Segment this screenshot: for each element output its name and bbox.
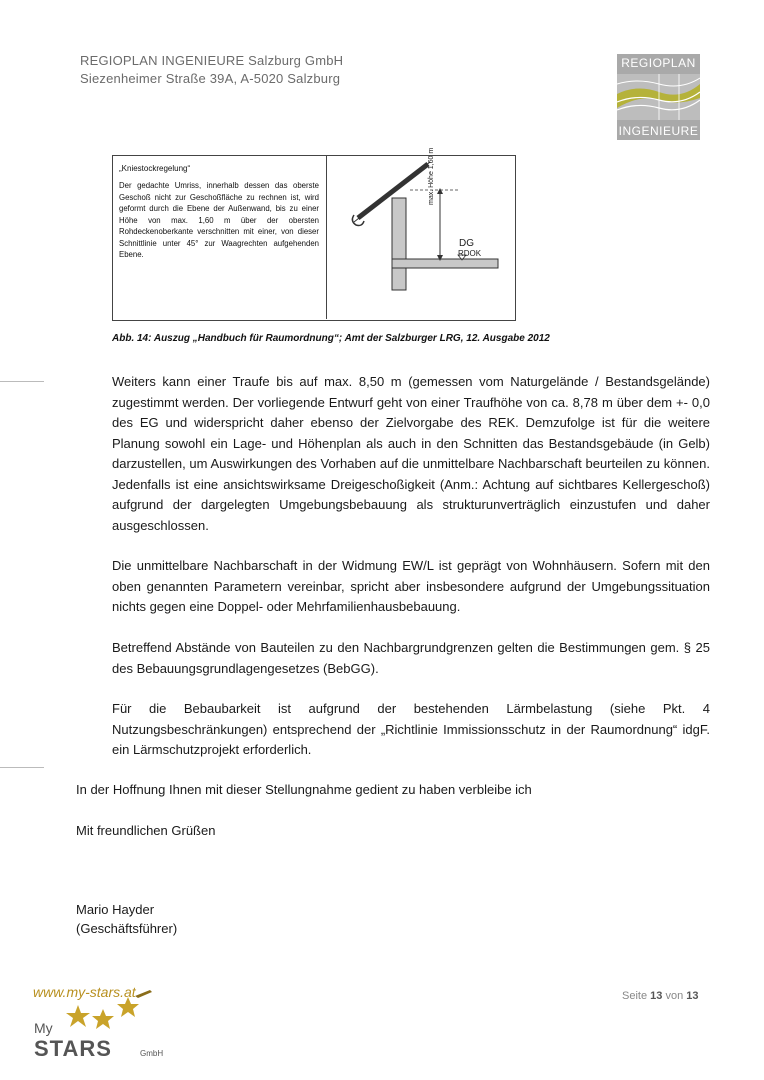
figure-divider: [326, 155, 327, 319]
company-name: REGIOPLAN INGENIEURE Salzburg GmbH: [80, 53, 344, 68]
brand-gmbh: GmbH: [140, 1049, 164, 1058]
paragraph-laermschutz-text: Für die Bebaubarkeit ist aufgrund der bestehenden Lärmbelastung (siehe Pkt. 4 Nutzungsbeschränkungen) entsprechend der „Richtlinie Immissionsschutz in der Raumordnung“ idgF. ein Lärmschutzprojekt erforderlich.: [112, 701, 710, 757]
closing-line: In der Hoffnung Ihnen mit dieser Stellungnahme gedient zu haben verbleibe ich: [76, 782, 532, 797]
figure-box-title: „Kniestockregelung“: [119, 164, 191, 173]
brand-stars: STARS: [34, 1036, 112, 1061]
brand-my: My: [34, 1020, 53, 1036]
stars-icon: [58, 995, 148, 1035]
regioplan-logo: [617, 54, 700, 140]
signer-role: (Geschäftsführer): [76, 921, 178, 936]
dimension-label: max. Höhe 1,60 m: [428, 147, 435, 205]
company-address: Siezenheimer Straße 39A, A-5020 Salzburg: [80, 71, 341, 86]
dg-label: DG: [459, 238, 474, 249]
logo-top-text: REGIOPLAN: [621, 56, 696, 70]
logo-bottom-text: INGENIEURE: [618, 124, 699, 138]
rdok-label: RDOK: [458, 249, 482, 258]
roof-section-drawing: [340, 160, 510, 310]
page-prefix: Seite: [622, 990, 651, 1002]
page-current: 13: [650, 990, 663, 1002]
figure-caption: Abb. 14: Auszug „Handbuch für Raumordnung“; Amt der Salzburger LRG, 12. Ausgabe 2012: [112, 333, 550, 344]
paragraph-traufe: [112, 372, 710, 536]
paragraph-traufe-text: Weiters kann einer Traufe bis auf max. 8,50 m (gemessen vom Naturgelände / Bestandsgelände) zugestimmt werden. Der vorliegende Entwurf geht von einer Traufhöhe von ca. 8,78 m über dem +- 0,0 des EG und widerspricht daher ebenso der Zielvorgabe des REK. Demzufolge ist für die weitere Planung sowohl ein Lage- und Höhenplan als auch in den Schnitten das Bestandsgebäude (in Gelb) darzustellen, um Auswirkungen des Vorhaben auf die unmittelbare Nachbarschaft beurteilen zu können. Jedenfalls ist eine ansichtswirksame Dreigeschoßigkeit (Anm.: Achtung auf sichtbares Kellergeschoß) aufgrund der dargelegten Umgebungsbebauung als strukturunverträglich einzustufen und daher ausgeschlossen.: [112, 374, 710, 533]
figure-box-text: Der gedachte Umriss, innerhalb dessen das oberste Geschoß nicht zur Geschoßfläche zu rechnen ist, wird geformt durch die Ebene der Außenwand, bis zu einer Höhe von max. 1,60 m über der obersten Rohdeckenoberkante verschnitten mit einer, von dieser Schnittlinie unter 45° zur Waagrechten aufgehenden Ebene.: [119, 181, 319, 259]
footer-url-link[interactable]: www.my-stars.at: [33, 984, 136, 1000]
page-total: 13: [686, 990, 699, 1002]
paragraph-nachbarschaft-text: Die unmittelbare Nachbarschaft in der Widmung EW/L ist geprägt von Wohnhäusern. Sofern mit den oben genannten Parametern vereinbar, spricht aber insbesondere aufgrund der Umgebungssituation nichts gegen eine Doppel- oder Mehrfamilienhausbebauung.: [112, 558, 710, 614]
paragraph-abstaende-text: Betreffend Abstände von Bauteilen zu den Nachbargrundgrenzen gelten die Bestimmungen gem. § 25 des Bebauungsgrundlagengesetzes (BebGG).: [112, 640, 710, 676]
page-mid: von: [662, 990, 687, 1002]
margin-rule-bottom: [0, 767, 44, 768]
greeting: Mit freundlichen Grüßen: [76, 823, 216, 838]
signer-name: Mario Hayder: [76, 902, 155, 917]
page-number: [622, 990, 699, 1002]
paragraph-nachbarschaft: [112, 556, 710, 618]
margin-rule-top: [0, 381, 44, 382]
paragraph-laermschutz: [112, 699, 710, 761]
paragraph-abstaende: [112, 638, 710, 679]
